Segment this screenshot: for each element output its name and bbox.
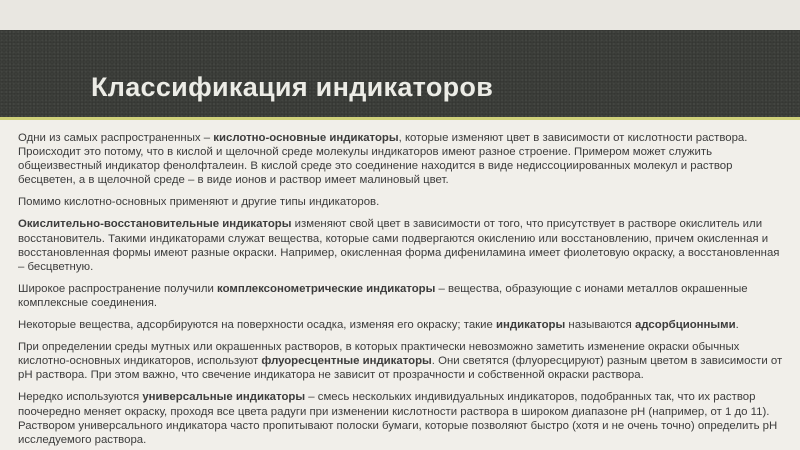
accent-divider: [0, 117, 800, 120]
paragraph-text: называются: [565, 319, 635, 332]
emphasized-term: индикаторы: [496, 319, 566, 332]
emphasized-term: универсальные индикаторы: [142, 391, 306, 404]
body-paragraph: [18, 340, 788, 382]
paragraph-text: При определении среды мутных или окрашенных растворов, в которых практически невозможно заметить изменение окраски обычных кислотно-основных индикаторов, используют: [18, 341, 740, 368]
slide-body: [18, 131, 788, 450]
paragraph-text: . Они светятся (флуоресцируют) разным цветом в зависимости от pH раствора. При этом важно, что свечение индикатора не зависит от прозрачности и собственной окраски раствора.: [18, 355, 783, 382]
paragraph-text: , которые изменяют цвет в зависимости от кислотности раствора. Происходит это потому, что в кислой и щелочной среде молекулы индикаторов имеют разное строение. Примером может служить общеизвестный индикатор фенолфталеин. В кислой среде это соединение находится в виде недиссоциированных молекул и раствор бесцветен, а в щелочной среде – в виде ионов и раствор имеет малиновый цвет.: [18, 132, 748, 187]
emphasized-term: кислотно-основные индикаторы: [213, 132, 399, 144]
body-paragraph: [18, 131, 788, 187]
emphasized-term: Окислительно-восстановительные индикаторы: [18, 218, 292, 231]
paragraph-text: – смесь нескольких индивидуальных индикаторов, подобранных так, что их раствор поочередно меняет окраску, проходя все цвета радуги при изменении кислотности раствора в широком диапазоне pH (например, от 1 до 11). Раствором универсального индикатора часто пропитывают полоски бумаги, которые позволяют быстро (хотя и не очень точно) определить pH исследуемого раствора.: [18, 391, 778, 446]
paragraph-text: Нередко используются: [18, 391, 143, 404]
top-margin-band: [0, 0, 800, 30]
paragraph-text: Некоторые вещества, адсорбируются на поверхности осадка, изменяя его окраску; такие: [18, 319, 497, 332]
body-paragraph: [18, 195, 788, 209]
body-paragraph: [18, 217, 788, 273]
paragraph-text: – вещества, образующие с ионами металлов окрашенные комплексные соединения.: [18, 282, 748, 309]
body-paragraph: [18, 390, 788, 446]
body-paragraph: [18, 318, 788, 332]
emphasized-term: флуоресцентные индикаторы: [261, 355, 432, 368]
paragraph-text: изменяют свой цвет в зависимости от того, что присутствует в растворе окислитель или восстановитель. Такими индикаторами служат вещества, которые сами подвергаются окислению или восстановлению, причем окисленная и восстановленная формы имеют разные окраски. Например, окисленная форма дифениламина имеет фиолетовую окраску, а восстановленная – бесцветную.: [18, 218, 780, 273]
paragraph-text: Одни из самых распространенных –: [18, 132, 214, 144]
slide-title: Классификация индикаторов: [91, 72, 494, 102]
paragraph-text: Широкое распространение получили: [18, 282, 218, 295]
paragraph-text: Помимо кислотно-основных применяют и другие типы индикаторов.: [18, 196, 380, 209]
emphasized-term: адсорбционными: [635, 319, 736, 332]
paragraph-text: .: [735, 319, 739, 332]
body-paragraph: [18, 282, 788, 310]
emphasized-term: комплексонометрические индикаторы: [217, 282, 436, 295]
